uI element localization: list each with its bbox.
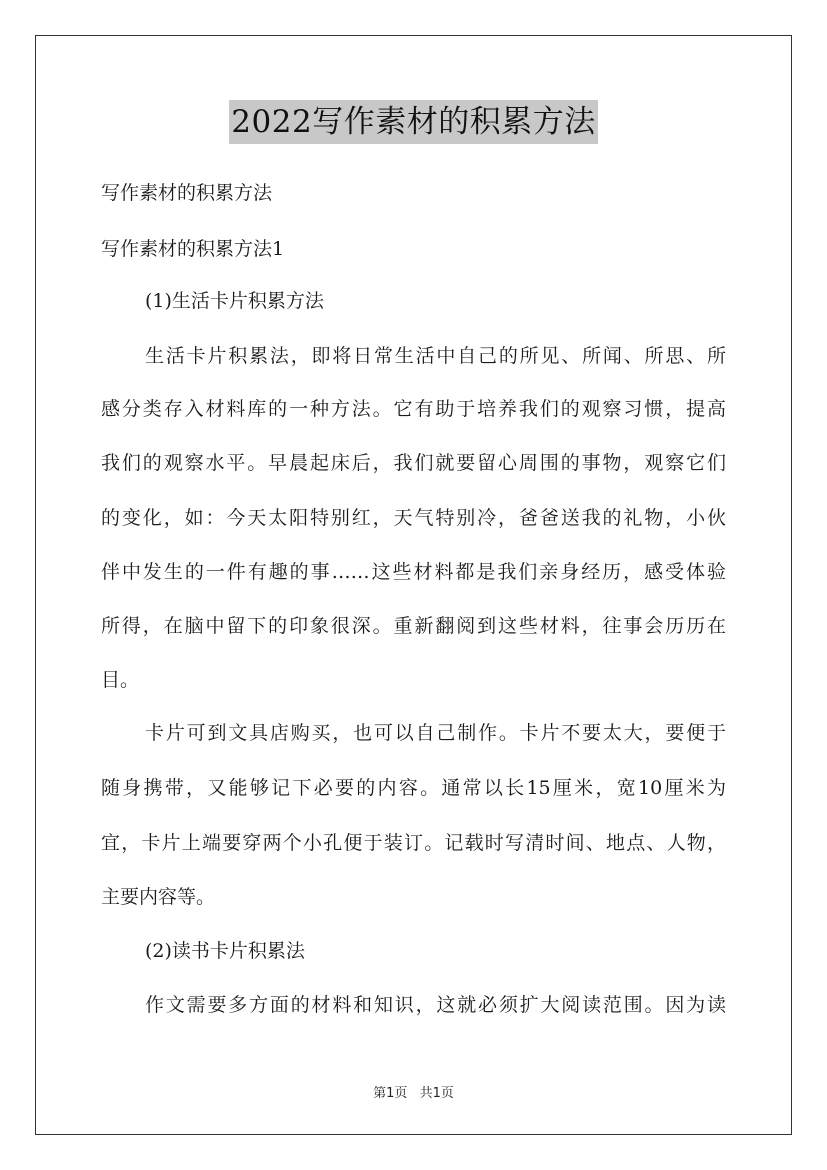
paragraph-line: 生活卡片积累法，即将日常生活中自己的所见、所闻、所思、所 <box>145 345 726 367</box>
paragraph-line: 伴中发生的一件有趣的事……这些材料都是我们亲身经历，感受体验 <box>101 561 726 583</box>
paragraph-line: 所得，在脑中留下的印象很深。重新翻阅到这些材料，往事会历历在 <box>101 615 726 637</box>
document-title: 2022写作素材的积累方法 <box>229 100 597 144</box>
subsection-heading: (2)读书卡片积累法 <box>145 940 305 962</box>
heading-line: 写作素材的积累方法 <box>101 182 273 204</box>
title-container <box>0 100 827 144</box>
subsection-heading: (1)生活卡片积累方法 <box>145 290 324 312</box>
paragraph-line: 卡片可到文具店购买，也可以自己制作。卡片不要太大，要便于 <box>145 722 726 744</box>
page-number: 第1页 <box>373 1086 408 1101</box>
paragraph-line: 感分类存入材料库的一种方法。它有助于培养我们的观察习惯，提高 <box>101 398 726 420</box>
paragraph-line: 宜，卡片上端要穿两个小孔便于装订。记载时写清时间、地点、人物， <box>101 832 726 854</box>
paragraph-line: 的变化，如：今天太阳特别红，天气特别冷，爸爸送我的礼物，小伙 <box>101 507 726 529</box>
page-total: 共1页 <box>419 1086 454 1101</box>
paragraph-line: 随身携带，又能够记下必要的内容。通常以长15厘米，宽10厘米为 <box>101 777 726 799</box>
page-footer <box>0 1082 827 1101</box>
paragraph-line: 主要内容等。 <box>101 886 216 908</box>
section-heading: 写作素材的积累方法1 <box>101 238 285 260</box>
paragraph-line: 作文需要多方面的材料和知识，这就必须扩大阅读范围。因为读 <box>145 994 726 1016</box>
paragraph-line: 我们的观察水平。早晨起床后，我们就要留心周围的事物，观察它们 <box>101 452 726 474</box>
paragraph-line: 目。 <box>101 669 140 691</box>
